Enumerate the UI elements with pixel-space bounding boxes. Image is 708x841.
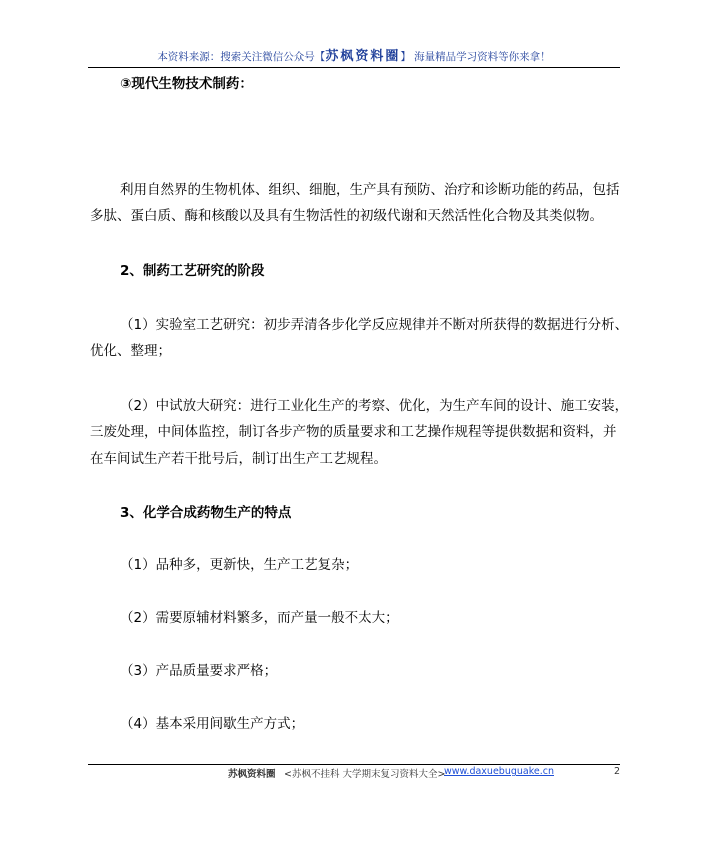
header-brand: 苏枫资料圈 <box>325 49 401 64</box>
s3-item1: （1）品种多，更新快，生产工艺复杂； <box>120 557 359 573</box>
header-suffix: 】 海量精品学习资料等你来拿！ <box>400 51 551 63</box>
para1-line2: 多肽、蛋白质、酶和核酸以及具有生物活性的初级代谢和天然活性化合物及其类似物。 <box>90 208 603 224</box>
footer-link[interactable]: www.daxuebuguake.cn <box>444 766 554 777</box>
s3-item4: （4）基本采用间歇生产方式； <box>120 716 305 732</box>
section2-heading: 2、制药工艺研究的阶段 <box>120 263 265 279</box>
s2-para1-line1: （1）实验室工艺研究：初步弄清各步化学反应规律并不断对所获得的数据进行分析、 <box>120 317 629 333</box>
footer-slogan: <苏枫不挂科 大学期末复习资料大全> <box>284 769 446 780</box>
s2-para2-line1: （2）中试放大研究：进行工业化生产的考察、优化，为生产车间的设计、施工安装， <box>120 398 629 414</box>
para1-line1: 利用自然界的生物机体、组织、细胞，生产具有预防、治疗和诊断功能的药品，包括 <box>120 182 620 198</box>
header-prefix: 本资料来源：搜索关注微信公众号【 <box>157 51 326 63</box>
s2-para2-line3: 在车间试生产若干批号后，制订出生产工艺规程。 <box>90 451 387 467</box>
s3-item3: （3）产品质量要求严格； <box>120 663 278 679</box>
header-divider <box>88 67 620 68</box>
footer-divider <box>88 764 620 765</box>
s2-para1-line2: 优化、整理； <box>90 343 171 359</box>
item3-heading: ③现代生物技术制药： <box>120 76 253 92</box>
page-header <box>90 45 618 64</box>
footer-brand: 苏枫资料圈 <box>228 769 276 780</box>
section3-heading: 3、化学合成药物生产的特点 <box>120 505 292 521</box>
page-number: 2 <box>614 766 621 777</box>
s3-item2: （2）需要原辅材料繁多，而产量一般不太大； <box>120 610 399 626</box>
s2-para2-line2: 三废处理，中间体监控，制订各步产物的质量要求和工艺操作规程等提供数据和资料，并 <box>90 424 617 440</box>
